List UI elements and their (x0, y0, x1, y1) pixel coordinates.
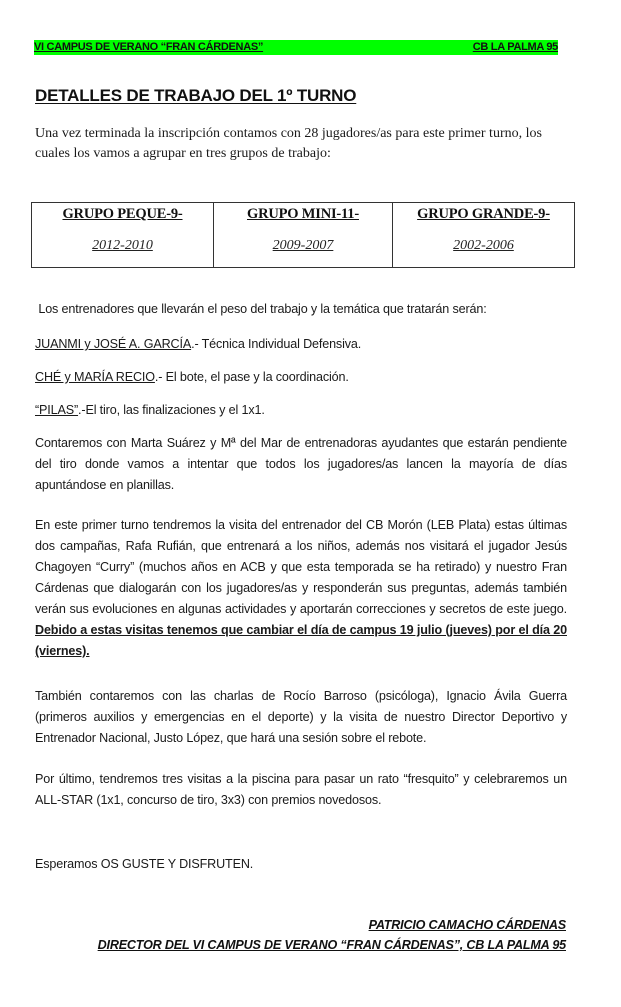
intro-paragraph: Una vez terminada la inscripción contamos con 28 jugadores/as para este primer turno, los cuales los vamos a agrupar en tres grupos de trabajo: (35, 126, 542, 161)
groups-row (32, 203, 575, 268)
group-name: GRUPO PEQUE-9- (62, 206, 183, 222)
document-header (34, 40, 558, 55)
coach-line (35, 367, 567, 388)
signature-role: DIRECTOR DEL VI CAMPUS DE VERANO “FRAN CÁRDENAS”, CB LA PALMA 95 (97, 938, 566, 952)
page-title: DETALLES DE TRABAJO DEL 1º TURNO (35, 86, 357, 105)
group-cell (214, 203, 393, 268)
coach-topic: .- Técnica Individual Defensiva. (191, 337, 362, 351)
group-cell (393, 203, 575, 268)
group-years: 2002-2006 (453, 238, 514, 253)
visits-text: En este primer turno tendremos la visita del entrenador del CB Morón (LEB Plata) estas últimas dos campañas, Rafa Rufián, que entrenará a los niños, además nos visitará el jugador Jesús Chagoyen “Curry” (muchos años en ACB y que esta temporada se ha retirado) y nuestro Fran Cárdenas que dialogarán con los jugadores/as y responderán sus preguntas, además también verán sus evoluciones en algunas actividades y aportarán correcciones y secretos de este juego. (35, 518, 567, 616)
coach-names: CHÉ y MARÍA RECIO (35, 370, 155, 384)
groups-table (31, 202, 575, 268)
talks-paragraph: También contaremos con las charlas de Rocío Barroso (psicóloga), Ignacio Ávila Guerra (primeros auxilios y emergencias en el deporte) y la visita de nuestro Director Deportivo y Entrenador Nacional, Justo López, que hará una sesión sobre el rebote. (35, 689, 567, 745)
group-years: 2009-2007 (272, 238, 334, 253)
group-cell (32, 203, 214, 268)
coach-topic: .-El tiro, las finalizaciones y el 1x1. (78, 403, 265, 417)
visits-notice: Debido a estas visitas tenemos que cambiar el día de campus 19 julio (jueves) por el día 20 (viernes). (35, 623, 567, 658)
assistants-paragraph: Contaremos con Marta Suárez y Mª del Mar de entrenadoras ayudantes que estarán pendiente del tiro donde vamos a intentar que todos los jugadores/as lancen la mayoría de días apuntándose en planillas. (35, 436, 567, 492)
coach-names: “PILAS” (35, 403, 79, 417)
closing-line: Esperamos OS GUSTE Y DISFRUTEN. (35, 857, 254, 871)
group-name: GRUPO GRANDE-9- (417, 206, 550, 222)
header-club-name: CB LA PALMA 95 (472, 41, 558, 53)
coach-topic: .- El bote, el pase y la coordinación. (154, 370, 349, 384)
group-years: 2012-2010 (92, 238, 153, 253)
visits-paragraph (35, 515, 567, 662)
coach-line (35, 400, 567, 421)
pool-paragraph: Por último, tendremos tres visitas a la piscina para pasar un rato “fresquito” y celebraremos un ALL-STAR (1x1, concurso de tiro, 3x3) con premios novedosos. (35, 772, 567, 807)
coach-line (35, 334, 567, 355)
group-name: GRUPO MINI-11- (247, 206, 359, 222)
coaches-intro: Los entrenadores que llevarán el peso del trabajo y la temática que tratarán serán: (35, 302, 487, 316)
signature-name: PATRICIO CAMACHO CÁRDENAS (368, 918, 566, 932)
header-campus-name: VI CAMPUS DE VERANO “FRAN CÁRDENAS” (34, 41, 264, 53)
coach-names: JUANMI y JOSÉ A. GARCÍA (35, 337, 192, 351)
